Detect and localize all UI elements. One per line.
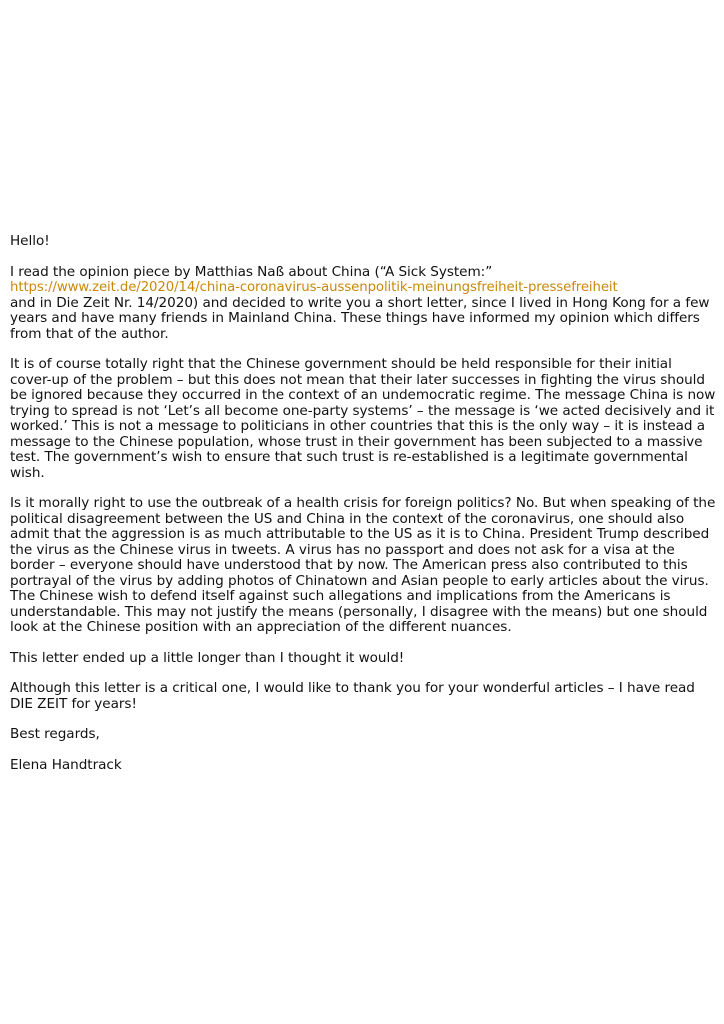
closing: Best regards, bbox=[10, 726, 100, 742]
signature: Elena Handtrack bbox=[10, 756, 122, 773]
paragraph-length-note: This letter ended up a little longer than I thought it would! bbox=[10, 649, 405, 666]
paragraph-responsibility: It is of course totally right that the Chinese government should be held responsible for their initial cover-up of the problem – but this does not mean that their later successes in fighting the virus should be ignored because they occurred in the context of an undemocratic regime. The message China is now trying to spread is not ‘Let’s all become one-party systems’ – the message is ‘we acted decisively and it worked.’ This is not a message to politicians in other countries that this is the only way – it is instead a message to the Chinese population, whose trust in their government has been subjected to a massive test. The government’s wish to ensure that such trust is re-established is a legitimate governmental wish. bbox=[10, 356, 716, 481]
article-link[interactable]: https://www.zeit.de/2020/14/china-coronavirus-aussenpolitik-meinungsfreiheit-pressefreiheit bbox=[10, 280, 618, 295]
greeting: Hello! bbox=[10, 233, 50, 249]
paragraph-foreign-politics: Is it morally right to use the outbreak of a health crisis for foreign politics? No. But when speaking of the political disagreement between the US and China in the context of the coronavirus, one should also admit that the aggression is as much attributable to the US as it is to China. President Trump described the virus as the Chinese virus in tweets. A virus has no passport and does not ask for a visa at the border – everyone should have understood that by now. The American press also contributed to this portrayal of the virus by adding photos of Chinatown and Asian people to early articles about the virus. The Chinese wish to defend itself against such allegations and implications from the Americans is understandable. This may not justify the means (personally, I disagree with the means) but one should look at the Chinese position with an appreciation of the different nuances. bbox=[10, 495, 716, 635]
intro-paragraph bbox=[10, 265, 716, 343]
paragraph-thanks: Although this letter is a critical one, I would like to thank you for your wonderful articles – I have read DIE ZEIT for years! bbox=[10, 680, 695, 712]
letter-body bbox=[10, 234, 716, 788]
intro-text-after-link: and in Die Zeit Nr. 14/2020) and decided to write you a short letter, since I lived in Hong Kong for a few years and have many friends in Mainland China. These things have informed my opinion which differs from that of the author. bbox=[10, 294, 710, 342]
intro-text-before-link: I read the opinion piece by Matthias Naß about China (“A Sick System:” bbox=[10, 263, 493, 280]
